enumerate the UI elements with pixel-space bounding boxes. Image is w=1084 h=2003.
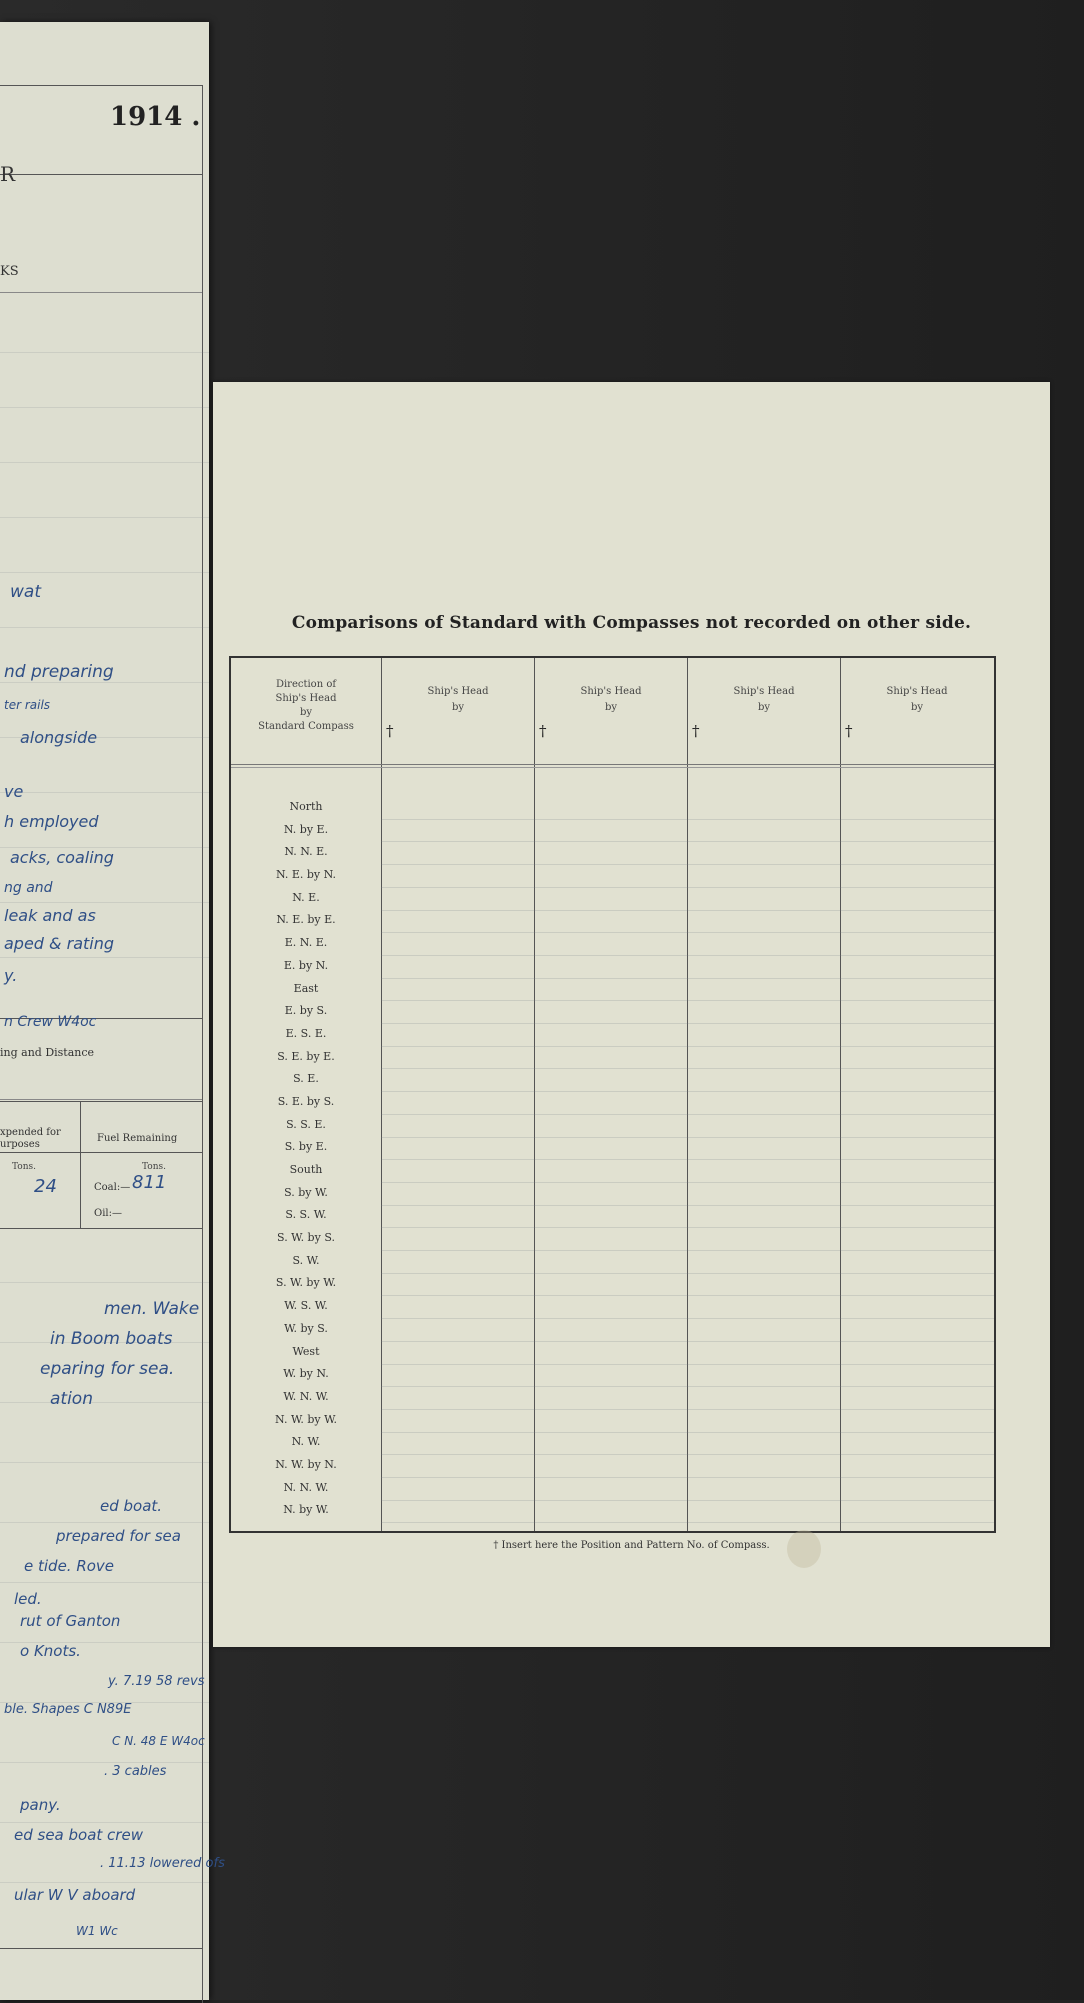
divider <box>0 1152 202 1153</box>
row-rule <box>381 1182 994 1183</box>
form-title: Comparisons of Standard with Compasses not recorded on other side. <box>291 613 972 633</box>
coal-label: Coal:— <box>94 1182 131 1193</box>
handwritten-line: h employed <box>4 812 99 831</box>
row-rule <box>381 1000 994 1001</box>
fuel-expended-heading: xpended for urposes <box>0 1127 61 1150</box>
compass-point: W. by S. <box>284 1321 328 1335</box>
row-rule <box>381 1364 994 1365</box>
handwritten-line: C N. 48 E W4oc <box>112 1734 205 1748</box>
direction-header-line: by <box>299 707 313 718</box>
row-rule <box>381 1023 994 1024</box>
comparison-table <box>229 656 996 1533</box>
handwritten-line: acks, coaling <box>10 848 114 867</box>
compass-point: S. E. <box>293 1072 319 1086</box>
handwritten-line: ation <box>50 1389 93 1409</box>
row-rule <box>381 1409 994 1410</box>
compass-point: E. N. E. <box>284 936 328 950</box>
compass-point: E. S. E. <box>285 1026 327 1040</box>
compass-point: East <box>293 981 319 995</box>
compass-point: N. by E. <box>283 822 329 836</box>
row-rule <box>381 864 994 865</box>
by-label: by <box>757 702 771 713</box>
direction-header-line: Ship's Head <box>275 693 337 704</box>
handwritten-line: y. <box>4 966 18 985</box>
compass-point: W. S. W. <box>284 1299 328 1313</box>
row-rule <box>381 1091 994 1092</box>
row-rule <box>381 1522 994 1523</box>
divider <box>0 174 202 175</box>
handwritten-line: pany. <box>20 1796 61 1814</box>
divider <box>0 292 202 293</box>
ships-head-label: Ship's Head <box>427 686 489 697</box>
compass-point: E. by S. <box>284 1004 328 1018</box>
tons-label: Tons. <box>142 1162 166 1172</box>
compass-point: N. W. by N. <box>275 1457 337 1471</box>
handwritten-line: aped & rating <box>4 934 115 953</box>
handwritten-line: . 11.13 lowered ofs <box>100 1856 225 1871</box>
row-rule <box>381 1386 994 1387</box>
handwritten-line: men. Wake <box>104 1299 200 1319</box>
ships-head-header <box>535 684 687 716</box>
column-divider <box>534 658 535 1531</box>
compass-point: N. W. by W. <box>275 1412 337 1426</box>
handwritten-line: prepared for sea <box>56 1527 181 1545</box>
log-year: 1914 . <box>110 102 201 132</box>
direction-header <box>231 678 381 734</box>
compass-point: N. W. <box>291 1435 321 1449</box>
compass-point: South <box>289 1163 323 1176</box>
row-rule <box>381 978 994 979</box>
divider <box>0 1099 202 1100</box>
compass-point: W. by N. <box>283 1367 329 1381</box>
row-rule <box>381 1295 994 1296</box>
divider <box>0 1101 202 1102</box>
row-rule <box>381 1432 994 1433</box>
handwritten-line: y. 7.19 58 revs <box>108 1674 205 1689</box>
handwritten-line: ed boat. <box>100 1497 163 1515</box>
row-rule <box>381 1046 994 1047</box>
divider <box>0 1948 202 1949</box>
compass-point: S. W. <box>292 1253 320 1267</box>
compass-point: N. E. by E. <box>276 913 336 927</box>
handwritten-line: ble. Shapes C N89E <box>4 1702 132 1717</box>
dagger-mark: † <box>539 722 547 740</box>
compass-point: N. N. W. <box>283 1480 329 1494</box>
handwritten-line: ular W V aboard <box>14 1886 136 1904</box>
direction-header-line: Direction of <box>275 679 337 690</box>
column-divider <box>687 658 688 1531</box>
compass-point: N. N. E. <box>284 845 328 859</box>
handwritten-line: rut of Ganton <box>20 1612 121 1630</box>
header-rule <box>231 764 994 765</box>
handwritten-line: W1 Wc <box>76 1924 118 1938</box>
column-divider <box>381 658 382 1531</box>
row-rule <box>381 1273 994 1274</box>
header-fragment: R <box>0 162 16 186</box>
handwritten-line: e tide. Rove <box>24 1557 115 1575</box>
compass-comparison-form <box>213 382 1050 1647</box>
handwritten-line: ng and <box>4 880 53 896</box>
handwritten-line: eparing for sea. <box>40 1359 175 1379</box>
row-rule <box>381 1068 994 1069</box>
direction-header-line: Standard Compass <box>258 721 354 732</box>
compass-point: S. W. by S. <box>277 1231 335 1245</box>
fuel-remaining-heading: Fuel Remaining <box>97 1133 178 1144</box>
divider <box>80 1101 81 1228</box>
dagger-mark: † <box>845 722 853 740</box>
handwritten-line: n Crew W4oc <box>4 1014 97 1030</box>
row-rule <box>381 1250 994 1251</box>
row-rule <box>381 910 994 911</box>
column-divider <box>840 658 841 1531</box>
row-rule <box>381 1205 994 1206</box>
ships-head-header <box>382 684 534 716</box>
compass-point: North <box>289 800 323 813</box>
tons-label: Tons. <box>12 1162 36 1172</box>
handwritten-line: ed sea boat crew <box>14 1826 143 1844</box>
dagger-mark: † <box>386 722 394 740</box>
handwritten-line: ter rails <box>4 698 51 712</box>
row-rule <box>381 1454 994 1455</box>
compass-point: S. by W. <box>284 1185 328 1199</box>
by-label: by <box>910 702 924 713</box>
compass-point: E. by N. <box>283 958 329 972</box>
compass-point: West <box>292 1344 320 1358</box>
row-rule <box>381 1477 994 1478</box>
bearing-distance-heading: ing and Distance <box>0 1046 95 1059</box>
compass-point: N. E. by N. <box>275 868 337 882</box>
row-rule <box>381 1114 994 1115</box>
handwritten-line: nd preparing <box>4 662 114 682</box>
ships-head-label: Ship's Head <box>580 686 642 697</box>
handwritten-line: wat <box>10 582 41 602</box>
handwritten-line: led. <box>14 1590 42 1608</box>
compass-point: N. by W. <box>283 1503 329 1517</box>
compass-point: N. E. <box>292 890 320 904</box>
handwritten-line: in Boom boats <box>50 1329 173 1349</box>
ships-head-label: Ship's Head <box>886 686 948 697</box>
row-rule <box>381 1159 994 1160</box>
row-rule <box>381 1318 994 1319</box>
handwritten-line: alongside <box>20 728 98 747</box>
row-rule <box>381 932 994 933</box>
row-rule <box>381 1500 994 1501</box>
header-rule <box>231 767 994 768</box>
coal-value: 811 <box>132 1172 167 1193</box>
row-rule <box>381 955 994 956</box>
compass-point: S. S. W. <box>285 1208 327 1222</box>
divider <box>0 85 202 86</box>
row-rule <box>381 841 994 842</box>
fuel-expended-value: 24 <box>34 1176 57 1197</box>
log-book-page <box>0 22 225 2000</box>
handwritten-line: ve <box>4 782 24 801</box>
row-rule <box>381 887 994 888</box>
divider <box>0 1228 202 1229</box>
by-label: by <box>604 702 618 713</box>
by-label: by <box>451 702 465 713</box>
row-rule <box>381 819 994 820</box>
oil-label: Oil:— <box>94 1208 122 1219</box>
compass-points-list <box>231 796 381 1522</box>
ships-head-header <box>688 684 840 716</box>
handwritten-line: o Knots. <box>20 1642 81 1660</box>
ships-head-header <box>841 684 993 716</box>
footnote: † Insert here the Position and Pattern No. of Compass. <box>493 1540 770 1551</box>
dagger-mark: † <box>692 722 700 740</box>
row-rule <box>381 1227 994 1228</box>
compass-point: S. E. by S. <box>277 1094 335 1108</box>
remarks-heading-fragment: KS <box>0 264 19 279</box>
compass-point: S. W. by W. <box>275 1276 337 1290</box>
compass-point: S. by E. <box>284 1140 328 1154</box>
compass-point: W. N. W. <box>283 1389 329 1403</box>
row-rule <box>381 1341 994 1342</box>
handwritten-line: . 3 cables <box>104 1764 167 1779</box>
ships-head-label: Ship's Head <box>733 686 795 697</box>
handwritten-line: leak and as <box>4 906 96 925</box>
compass-point: S. S. E. <box>286 1117 326 1131</box>
divider <box>202 85 203 2003</box>
row-rule <box>381 1137 994 1138</box>
compass-point: S. E. by E. <box>277 1049 335 1063</box>
